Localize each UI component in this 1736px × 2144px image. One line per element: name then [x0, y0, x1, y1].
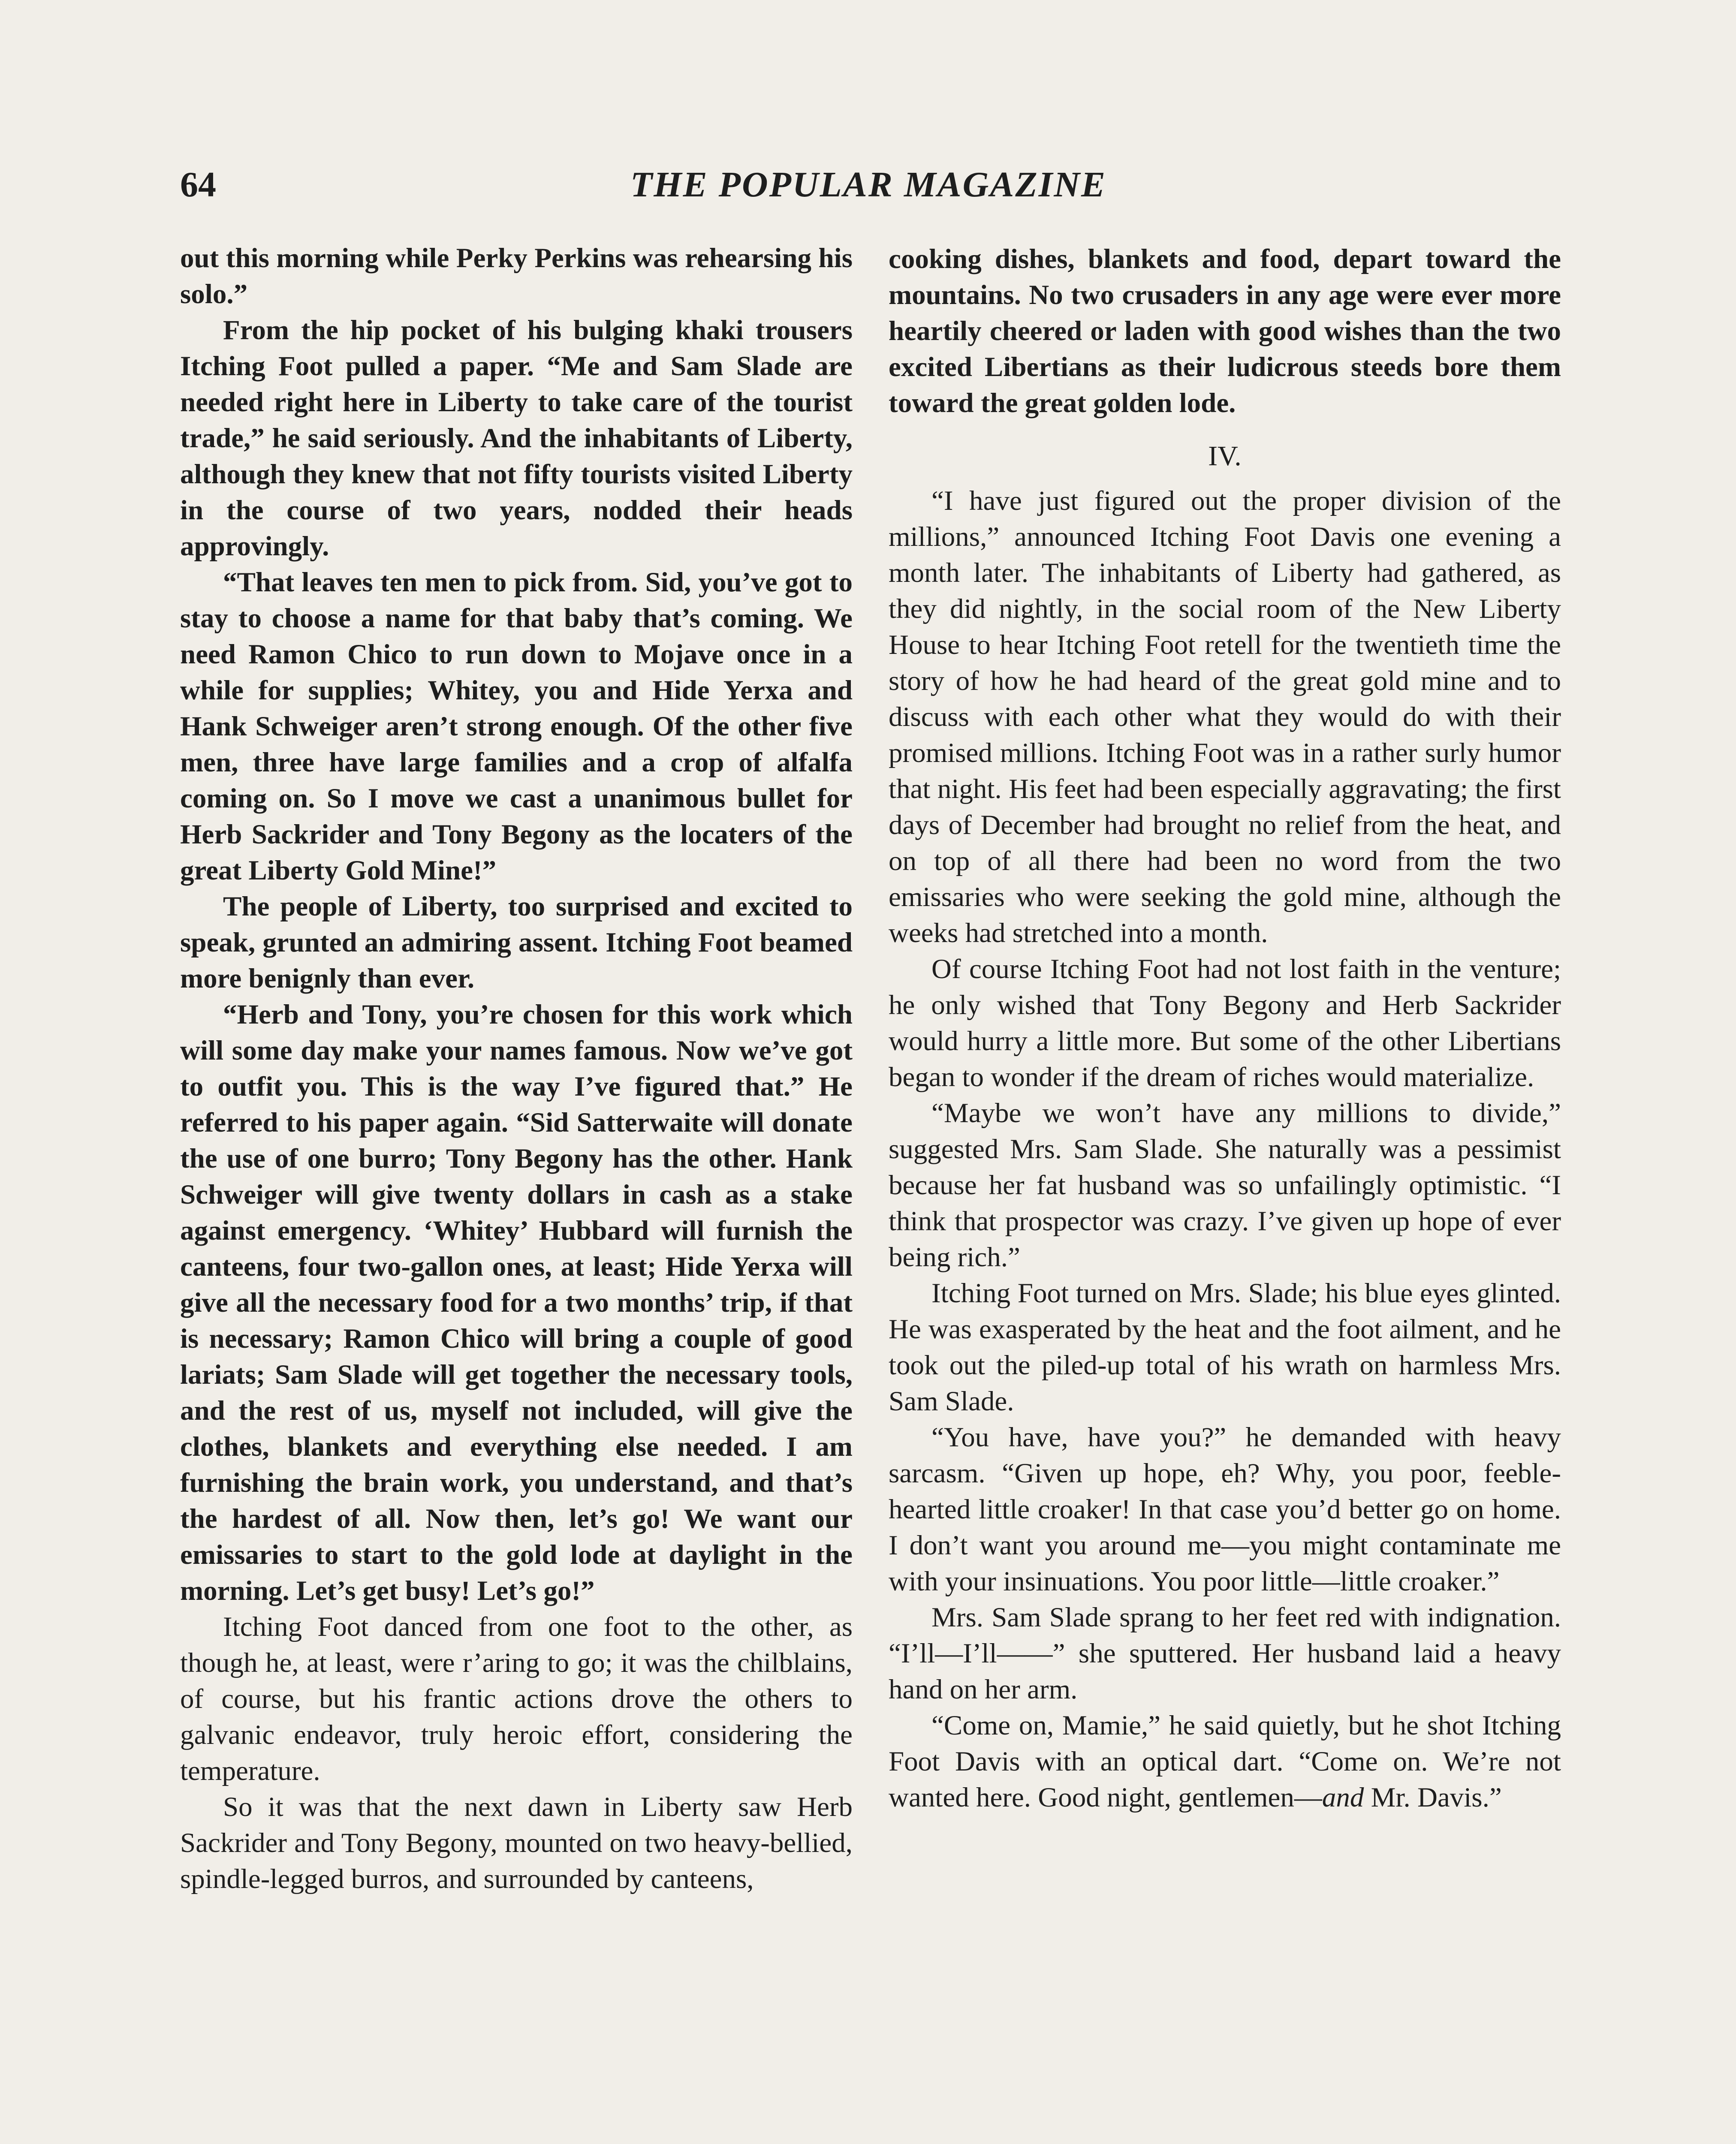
italic-text: and	[1322, 1782, 1364, 1813]
paragraph: Itching Foot danced from one foot to the other, as though he, at least, were r’aring to go; it was the chilblains, of course, but his frantic actions drove the others to galvanic endeavor, truly heroic effort, considering the temperature.	[180, 1611, 853, 1786]
right-column	[889, 241, 1561, 1816]
paragraph: “That leaves ten men to pick from. Sid, you’ve got to stay to choose a name for that baby that’s coming. We need Ramon Chico to run down to Mojave once in a while for supplies; Whitey, you and Hide Yerxa and Hank Schweiger aren’t strong enough. Of the other five men, three have large families and a crop of alfalfa coming on. So I move we cast a unanimous bullet for Herb Sackrider and Tony Begony as the locaters of the great Liberty Gold Mine!”	[180, 567, 853, 886]
running-title: THE POPULAR MAGAZINE	[630, 165, 1107, 205]
paragraph	[889, 1707, 1561, 1816]
paragraph: “Maybe we won’t have any millions to divide,” suggested Mrs. Sam Slade. She naturally was a pessimist because her fat husband was so unfailingly optimistic. “I think that prospector was crazy. I’ve given up hope of ever being rich.”	[889, 1098, 1561, 1273]
paragraph: The people of Liberty, too surprised and excited to speak, grunted an admiring assent. Itching Foot beamed more benignly than ever.	[180, 891, 853, 994]
left-column	[180, 240, 853, 1897]
paragraph: “Herb and Tony, you’re chosen for this work which will some day make your names famous. Now we’ve got to outfit you. This is the way I’ve figured that.” He referred to his paper again. “Sid Satterwaite will donate the use of one burro; Tony Begony has the other. Hank Schweiger will give twenty dollars in cash as a stake against emergency. ‘Whitey’ Hubbard will furnish the canteens, four two-gallon ones, at least; Hide Yerxa will give all the necessary food for a two months’ trip, if that is necessary; Ramon Chico will bring a couple of good lariats; Sam Slade will get together the necessary tools, and the rest of us, myself not included, will give the clothes, blankets and everything else needed. I am furnishing the brain work, you understand, and that’s the hardest of all. Now then, let’s go! We want our emissaries to start to the gold lode at daylight in the morning. Let’s get busy! Let’s go!”	[180, 999, 853, 1606]
page-header	[180, 161, 1557, 208]
paragraph: cooking dishes, blankets and food, depart toward the mountains. No two crusaders in any age were ever more heartily cheered or laden with good wishes than the two excited Libertians as their ludicrous steeds bore them toward the great golden lode.	[889, 244, 1561, 419]
paragraph: Mrs. Sam Slade sprang to her feet red with indignation. “I’ll—I’ll——” she sputtered. Her husband laid a heavy hand on her arm.	[889, 1602, 1561, 1705]
section-heading: IV.	[1208, 440, 1242, 472]
page-number: 64	[180, 165, 216, 205]
paragraph: Of course Itching Foot had not lost faith in the venture; he only wished that Tony Begony and Herb Sackrider would hurry a little more. But some of the other Libertians began to wonder if the dream of riches would materialize.	[889, 954, 1561, 1093]
paragraph-text: Mr. Davis.”	[1364, 1782, 1502, 1813]
paragraph-text: “Come on, Mamie,” he said quietly, but he shot Itching Foot Davis with an optical dart. “Come on. We’re not wanted here. Good night, gentlemen—	[889, 1710, 1561, 1813]
paragraph: So it was that the next dawn in Liberty saw Herb Sackrider and Tony Begony, mounted on two heavy-bellied, spindle-legged burros, and surrounded by canteens,	[180, 1792, 853, 1894]
paragraph: out this morning while Perky Perkins was rehearsing his solo.”	[180, 243, 853, 310]
paragraph: From the hip pocket of his bulging khaki trousers Itching Foot pulled a paper. “Me and Sam Slade are needed right here in Liberty to take care of the tourist trade,” he said seriously. And the inhabitants of Liberty, although they knew that not fifty tourists visited Liberty in the course of two years, nodded their heads approvingly.	[180, 315, 853, 562]
paragraph: “You have, have you?” he demanded with heavy sarcasm. “Given up hope, eh? Why, you poor, feeble-hearted little croaker! In that case you’d better go on home. I don’t want you around me—you might contaminate me with your insinuations. You poor little—little croaker.”	[889, 1422, 1561, 1597]
paragraph: Itching Foot turned on Mrs. Slade; his blue eyes glinted. He was exasperated by the heat and the foot ailment, and he took out the piled-up total of his wrath on harmless Mrs. Sam Slade.	[889, 1278, 1561, 1417]
paragraph: “I have just figured out the proper division of the millions,” announced Itching Foot Davis one evening a month later. The inhabitants of Liberty had gathered, as they did nightly, in the social room of the New Liberty House to hear Itching Foot retell for the twentieth time the story of how he had heard of the great gold mine and to discuss with each other what they would do with their promised millions. Itching Foot was in a rather surly humor that night. His feet had been especially aggravating; the first days of December had brought no relief from the heat, and on top of all there had been no word from the two emissaries who were seeking the gold mine, although the weeks had stretched into a month.	[889, 485, 1561, 949]
